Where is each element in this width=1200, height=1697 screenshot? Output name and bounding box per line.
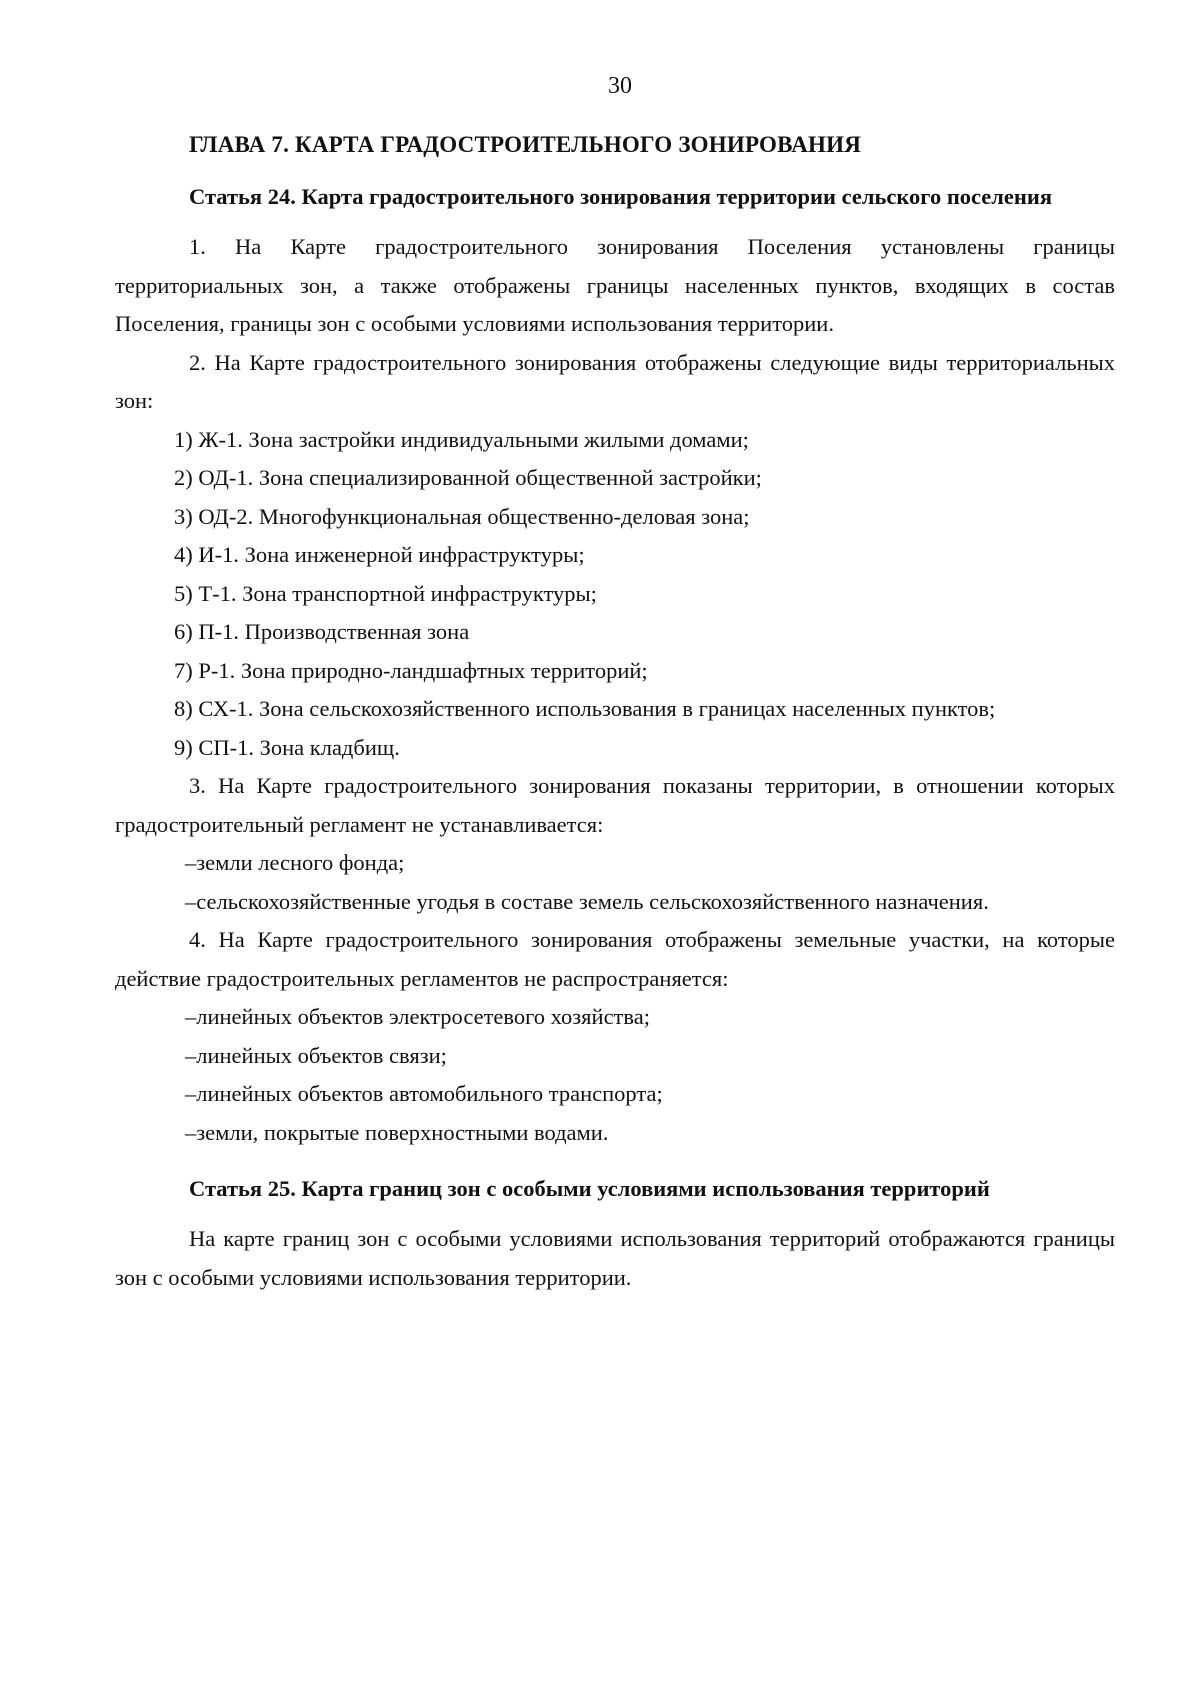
zone-list-item: 9) СП-1. Зона кладбищ. (174, 734, 400, 760)
document-body (115, 130, 1115, 1297)
page-number: 30 (608, 73, 632, 99)
list-item: –сельскохозяйственные угодья в составе земель сельскохозяйственного назначения. (185, 888, 989, 914)
list-item: –земли лесного фонда; (185, 850, 405, 875)
list-item: –линейных объектов связи; (185, 1042, 447, 1068)
zone-list-item: 4) И-1. Зона инженерной инфраструктуры; (174, 542, 585, 567)
unregulated-territory-list (115, 844, 1115, 921)
chapter-title: ГЛАВА 7. КАРТА ГРАДОСТРОИТЕЛЬНОГО ЗОНИРОВАНИЯ (189, 132, 862, 157)
list-item: –линейных объектов электросетевого хозяйства; (185, 1004, 650, 1029)
article-24-paragraph-2: 2. На Карте градостроительного зонирования отображены следующие виды территориальных зон: (115, 349, 1115, 413)
article-24-paragraph-1: 1. На Карте градостроительного зонирования Поселения установлены границы территориальных зон, а также отображены границы населенных пунктов, входящих в состав Поселения, границы зон с особыми условиями использования территории. (115, 234, 1115, 336)
zone-list-item: 5) Т-1. Зона транспортной инфраструктуры; (174, 580, 597, 606)
article-24-paragraph-3: 3. На Карте градостроительного зонирования показаны территории, в отношении которых градостроительный регламент не устанавливается: (115, 773, 1115, 837)
zone-list-item: 6) П-1. Производственная зона (174, 619, 470, 644)
zone-list (115, 421, 1115, 768)
article-25-title: Статья 25. Карта границ зон с особыми условиями использования территорий (189, 1176, 990, 1201)
zone-list-item: 8) СХ-1. Зона сельскохозяйственного использования в границах населенных пунктов; (174, 696, 996, 721)
exempt-land-plot-list (115, 998, 1115, 1152)
zone-list-item: 3) ОД-2. Многофункциональная общественно-деловая зона; (174, 503, 750, 529)
article-24-paragraph-4: 4. На Карте градостроительного зонирования отображены земельные участки, на которые действие градостроительных регламентов не распространяется: (115, 927, 1115, 991)
zone-list-item: 1) Ж-1. Зона застройки индивидуальными жилыми домами; (174, 426, 749, 452)
article-24-title: Статья 24. Карта градостроительного зонирования территории сельского поселения (189, 184, 1052, 209)
zone-list-item: 2) ОД-1. Зона специализированной общественной застройки; (174, 465, 762, 490)
list-item: –земли, покрытые поверхностными водами. (185, 1119, 609, 1145)
list-item: –линейных объектов автомобильного транспорта; (185, 1081, 663, 1106)
zone-list-item: 7) Р-1. Зона природно-ландшафтных территорий; (174, 657, 648, 683)
article-25-paragraph-1: На карте границ зон с особыми условиями использования территорий отображаются границы зон с особыми условиями использования территории. (115, 1226, 1115, 1290)
